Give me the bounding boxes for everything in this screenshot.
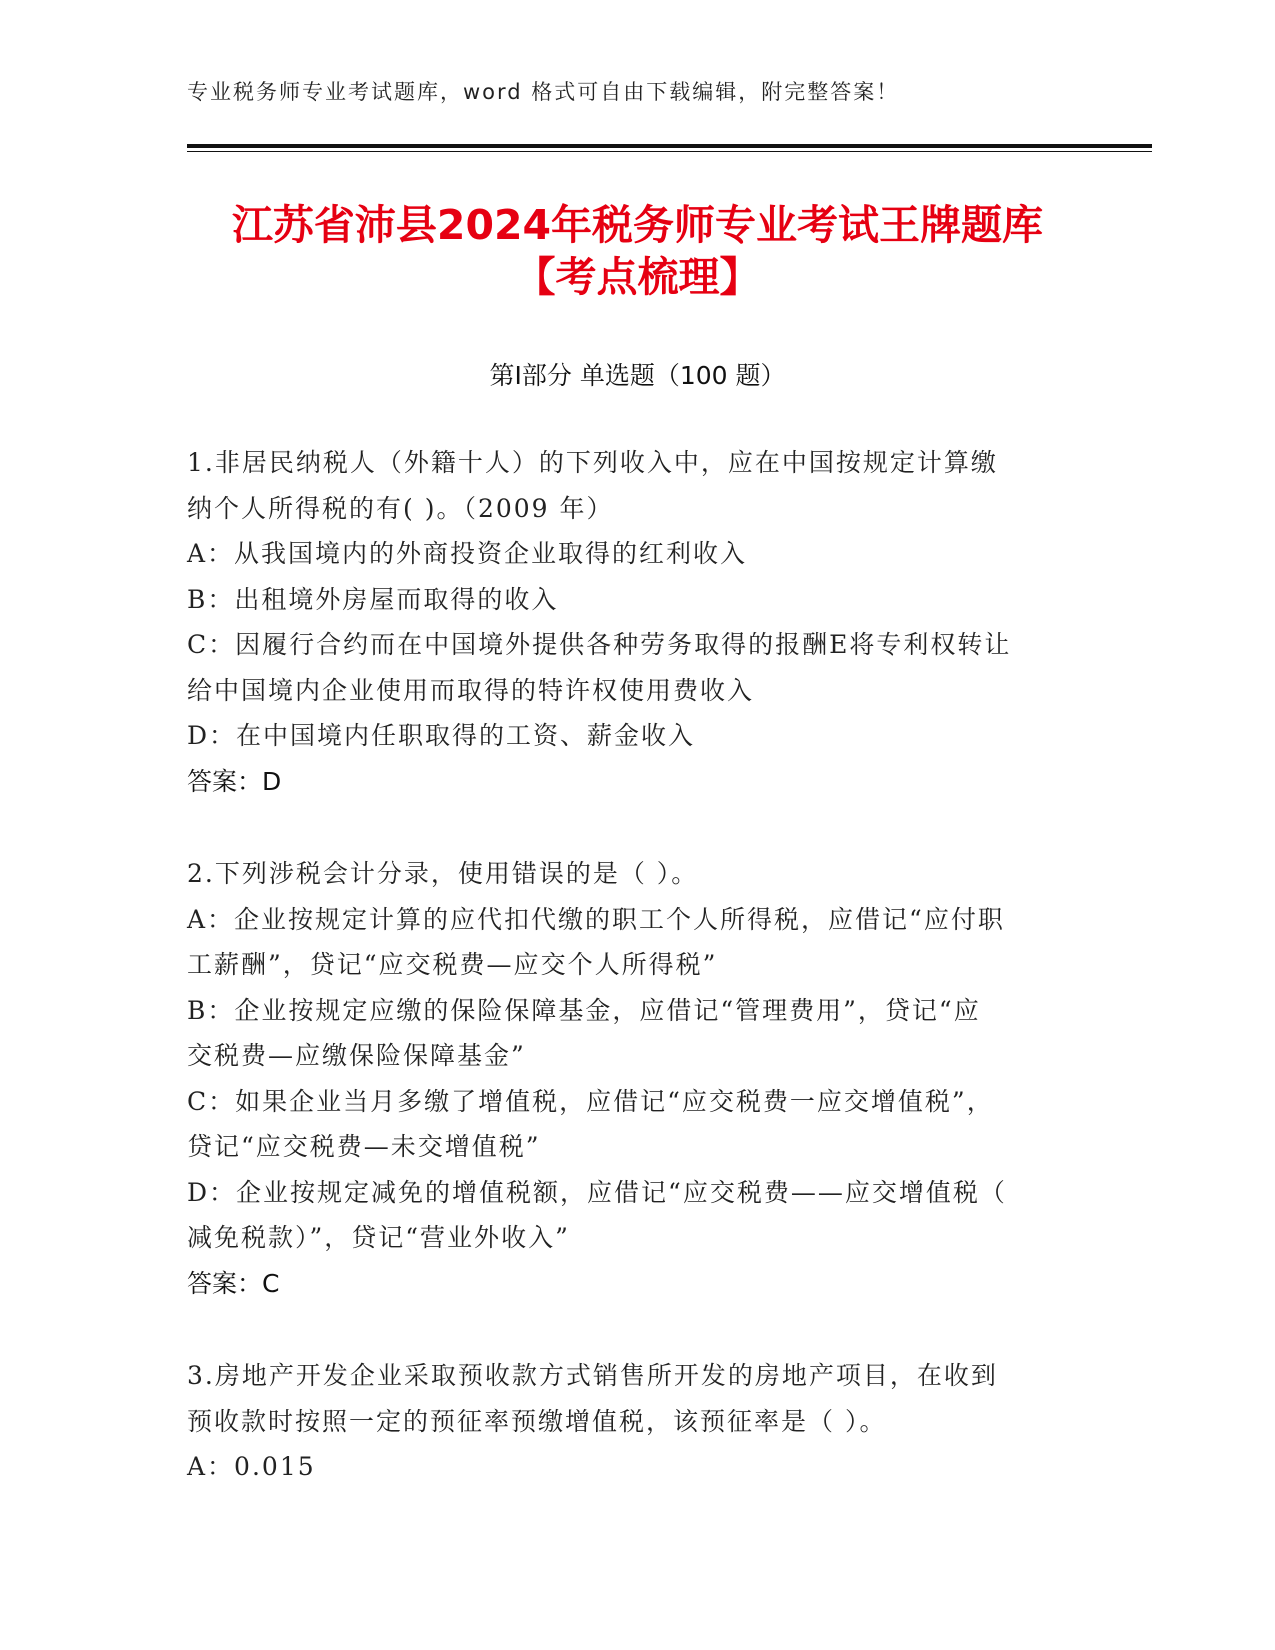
header-note: 专业税务师专业考试题库，word 格式可自由下载编辑，附完整答案！ [187, 80, 900, 104]
question-3-option-a: A：0.015 [187, 1452, 316, 1481]
document-title-line-1: 江苏省沛县2024年税务师专业考试王牌题库 [231, 201, 1044, 249]
question-3-stem-line-1: 3.房地产开发企业采取预收款方式销售所开发的房地产项目，在收到 [187, 1361, 998, 1390]
question-1-option-b: B：出租境外房屋而取得的收入 [187, 584, 559, 614]
question-1-option-a: A：从我国境内的外商投资企业取得的红利收入 [187, 539, 748, 568]
header-rule-thick [187, 144, 1152, 148]
question-2-option-a-line-1: A：企业按规定计算的应代扣代缴的职工个人所得税，应借记“应付职 [187, 904, 1005, 934]
question-1-stem-line-1: 1.非居民纳税人（外籍十人）的下列收入中，应在中国按规定计算缴 [187, 448, 998, 477]
section-title: 第Ⅰ部分 单选题（100 题） [489, 361, 786, 390]
question-1-answer: 答案：D [187, 766, 282, 796]
question-1-option-c-line-2: 给中国境内企业使用而取得的特许权使用费收入 [187, 675, 755, 705]
question-list [187, 440, 1087, 1537]
question-2-answer: 答案：C [187, 1268, 280, 1298]
question-1 [187, 440, 1087, 804]
question-2-option-d-line-1: D：企业按规定减免的增值税额，应借记“应交税费——应交增值税（ [187, 1177, 1007, 1207]
question-2-stem: 2.下列涉税会计分录，使用错误的是（ ）。 [187, 859, 699, 888]
question-2 [187, 851, 1087, 1306]
question-2-option-a-line-2: 工薪酬”，贷记“应交税费—应交个人所得税” [187, 950, 718, 979]
question-2-option-c-line-2: 贷记“应交税费—未交增值税” [187, 1132, 541, 1161]
question-1-stem-line-2: 纳个人所得税的有( )。（2009 年） [187, 493, 614, 523]
document-title-line-2: 【考点梳理】 [514, 253, 761, 301]
question-1-option-c-line-1: C：因履行合约而在中国境外提供各种劳务取得的报酬E将专利权转让 [187, 630, 1012, 659]
question-2-option-c-line-1: C：如果企业当月多缴了增值税，应借记“应交税费一应交增值税”， [187, 1086, 994, 1116]
question-3-stem-line-2: 预收款时按照一定的预征率预缴增值税，该预征率是（ ）。 [187, 1406, 887, 1436]
question-2-option-b-line-1: B：企业按规定应缴的保险保障基金，应借记“管理费用”，贷记“应 [187, 995, 981, 1025]
question-3 [187, 1353, 1087, 1490]
question-1-option-d: D：在中国境内任职取得的工资、薪金收入 [187, 721, 696, 750]
header-rule-thin [187, 151, 1152, 152]
question-2-option-b-line-2: 交税费—应缴保险保障基金” [187, 1041, 526, 1070]
question-2-option-d-line-2: 减免税款）”，贷记“营业外收入” [187, 1223, 570, 1252]
